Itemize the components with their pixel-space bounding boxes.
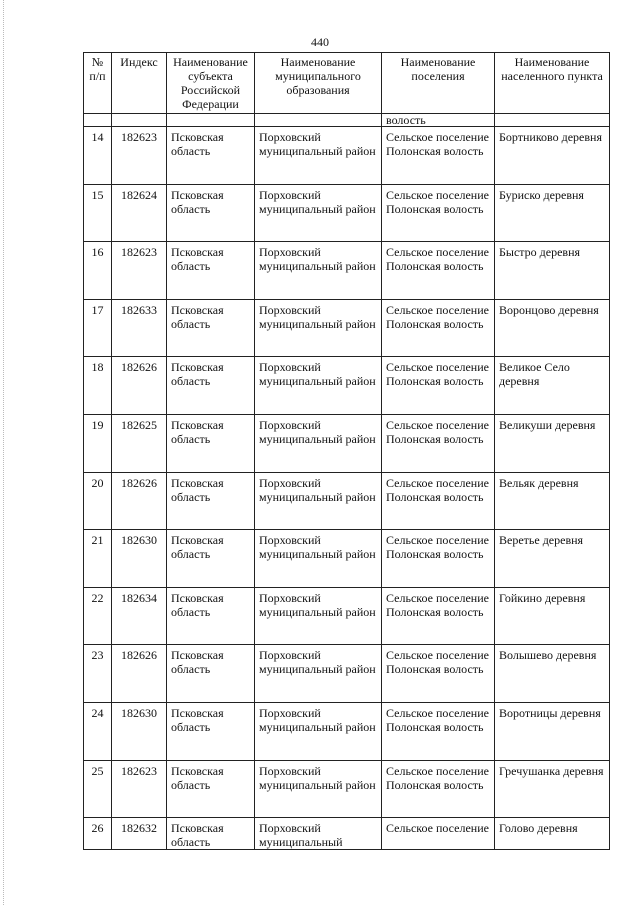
cell-subject: Псковская область — [167, 587, 255, 645]
cell-municipality — [255, 114, 382, 127]
cell-settlement: Сельское поселение — [382, 818, 495, 850]
table-row — [84, 530, 610, 588]
table-row — [84, 760, 610, 818]
header-num: № п/п — [84, 53, 112, 114]
header-subject: Наименование субъекта Российской Федерации — [167, 53, 255, 114]
page-number: 440 — [311, 35, 329, 49]
cell-locality: Воротницы деревня — [495, 702, 610, 760]
table-row — [84, 127, 610, 185]
cell-subject: Псковская область — [167, 127, 255, 185]
cell-municipality: Порховский муниципальный район — [255, 357, 382, 415]
table-row — [84, 414, 610, 472]
cell-settlement: Сельское поселение Полонская волость — [382, 299, 495, 357]
cell-municipality: Порховский муниципальный район — [255, 414, 382, 472]
cell-subject: Псковская область — [167, 299, 255, 357]
cell-num: 14 — [84, 127, 112, 185]
cell-index: 182630 — [112, 530, 167, 588]
cell-municipality: Порховский муниципальный — [255, 818, 382, 850]
cell-num: 16 — [84, 242, 112, 300]
cell-locality — [495, 114, 610, 127]
cell-settlement: волость — [382, 114, 495, 127]
cell-index: 182623 — [112, 242, 167, 300]
cell-settlement: Сельское поселение Полонская волость — [382, 702, 495, 760]
cell-index: 182624 — [112, 184, 167, 242]
cell-locality: Великуши деревня — [495, 414, 610, 472]
cell-locality: Воронцово деревня — [495, 299, 610, 357]
cell-settlement: Сельское поселение Полонская волость — [382, 760, 495, 818]
cell-locality: Быстро деревня — [495, 242, 610, 300]
cell-subject: Псковская область — [167, 702, 255, 760]
cell-subject: Псковская область — [167, 472, 255, 530]
cell-locality: Голово деревня — [495, 818, 610, 850]
cell-num: 20 — [84, 472, 112, 530]
cell-locality: Бортниково деревня — [495, 127, 610, 185]
cell-index: 182633 — [112, 299, 167, 357]
cell-settlement: Сельское поселение Полонская волость — [382, 530, 495, 588]
cell-num: 25 — [84, 760, 112, 818]
cell-locality: Гойкино деревня — [495, 587, 610, 645]
cell-index: 182626 — [112, 357, 167, 415]
cell-subject: Псковская область — [167, 760, 255, 818]
cell-num: 19 — [84, 414, 112, 472]
localities-table — [83, 52, 610, 850]
cell-settlement: Сельское поселение Полонская волость — [382, 414, 495, 472]
cell-locality: Веретье деревня — [495, 530, 610, 588]
cell-num: 15 — [84, 184, 112, 242]
table-row — [84, 299, 610, 357]
cell-subject: Псковская область — [167, 530, 255, 588]
cell-municipality: Порховский муниципальный район — [255, 645, 382, 703]
table-row — [84, 645, 610, 703]
cell-subject: Псковская область — [167, 818, 255, 850]
cell-num: 22 — [84, 587, 112, 645]
cell-municipality: Порховский муниципальный район — [255, 242, 382, 300]
cell-index: 182630 — [112, 702, 167, 760]
cell-municipality: Порховский муниципальный район — [255, 299, 382, 357]
continuation-row — [84, 114, 610, 127]
cell-settlement: Сельское поселение Полонская волость — [382, 472, 495, 530]
table-row — [84, 184, 610, 242]
table-row — [84, 818, 610, 850]
cell-index: 182623 — [112, 760, 167, 818]
cell-settlement: Сельское поселение Полонская волость — [382, 587, 495, 645]
cell-subject — [167, 114, 255, 127]
cell-locality: Вельяк деревня — [495, 472, 610, 530]
cell-num: 23 — [84, 645, 112, 703]
cell-num: 21 — [84, 530, 112, 588]
cell-settlement: Сельское поселение Полонская волость — [382, 127, 495, 185]
cell-num: 18 — [84, 357, 112, 415]
cell-index: 182626 — [112, 645, 167, 703]
cell-locality: Великое Село деревня — [495, 357, 610, 415]
cell-municipality: Порховский муниципальный район — [255, 530, 382, 588]
cell-index: 182623 — [112, 127, 167, 185]
table-row — [84, 357, 610, 415]
cell-locality: Волышево деревня — [495, 645, 610, 703]
cell-locality: Буриско деревня — [495, 184, 610, 242]
cell-num: 24 — [84, 702, 112, 760]
cell-index: 182625 — [112, 414, 167, 472]
cell-subject: Псковская область — [167, 184, 255, 242]
table-row — [84, 587, 610, 645]
cell-municipality: Порховский муниципальный район — [255, 760, 382, 818]
cell-settlement: Сельское поселение Полонская волость — [382, 645, 495, 703]
cell-municipality: Порховский муниципальный район — [255, 472, 382, 530]
cell-municipality: Порховский муниципальный район — [255, 587, 382, 645]
cell-municipality: Порховский муниципальный район — [255, 184, 382, 242]
cell-index — [112, 114, 167, 127]
header-settlement: Наименование поселения — [382, 53, 495, 114]
cell-municipality: Порховский муниципальный район — [255, 702, 382, 760]
table-row — [84, 242, 610, 300]
table-row — [84, 472, 610, 530]
cell-index: 182632 — [112, 818, 167, 850]
cell-settlement: Сельское поселение Полонская волость — [382, 184, 495, 242]
cell-settlement: Сельское поселение Полонская волость — [382, 242, 495, 300]
header-municipality: Наименование муниципального образования — [255, 53, 382, 114]
cell-num — [84, 114, 112, 127]
cell-num: 17 — [84, 299, 112, 357]
cell-num: 26 — [84, 818, 112, 850]
cell-locality: Гречушанка деревня — [495, 760, 610, 818]
cell-subject: Псковская область — [167, 414, 255, 472]
page-edge-marks — [3, 0, 4, 905]
header-index: Индекс — [112, 53, 167, 114]
cell-index: 182626 — [112, 472, 167, 530]
table-row — [84, 702, 610, 760]
table-header-row — [84, 53, 610, 114]
cell-subject: Псковская область — [167, 357, 255, 415]
cell-subject: Псковская область — [167, 242, 255, 300]
cell-index: 182634 — [112, 587, 167, 645]
cell-settlement: Сельское поселение Полонская волость — [382, 357, 495, 415]
header-locality: Наименование населенного пункта — [495, 53, 610, 114]
cell-municipality: Порховский муниципальный район — [255, 127, 382, 185]
cell-subject: Псковская область — [167, 645, 255, 703]
